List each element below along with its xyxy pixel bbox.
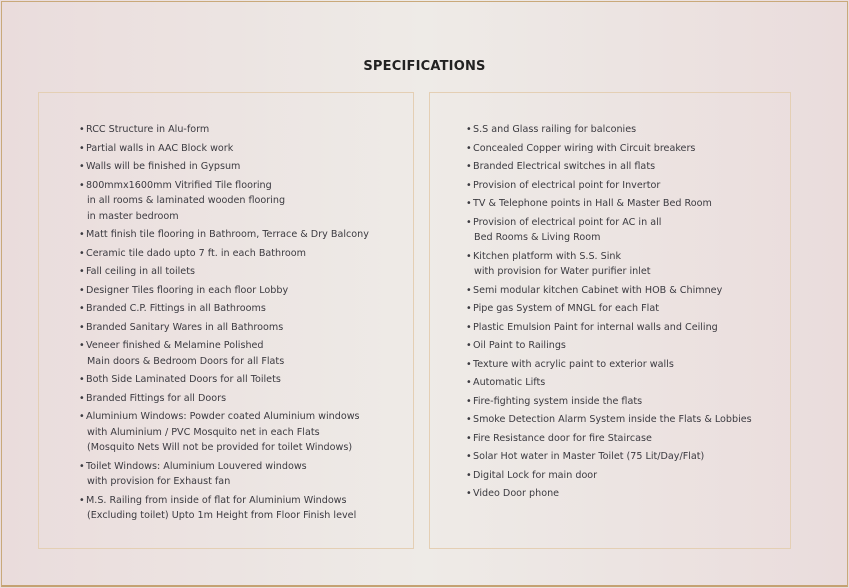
- bullet-icon: •: [466, 340, 472, 351]
- spec-item-text: Digital Lock for main door: [473, 469, 598, 481]
- spec-item: [79, 320, 369, 336]
- spec-item-text: Provision of electrical point for Invertor: [473, 179, 661, 191]
- spec-item: [79, 178, 369, 225]
- bullet-icon: •: [79, 229, 85, 240]
- spec-item: [466, 301, 752, 317]
- bullet-icon: •: [466, 321, 472, 333]
- spec-item-text: Fall ceiling in all toilets: [86, 266, 195, 277]
- spec-item-text: Plastic Emulsion Paint for internal walls and Ceiling: [473, 321, 718, 333]
- spec-item-text: with provision for Exhaust fan: [87, 476, 231, 487]
- bullet-icon: •: [79, 460, 85, 472]
- spec-item: [79, 493, 369, 524]
- spec-item-text: with Aluminium / PVC Mosquito net in each Flats: [87, 426, 320, 438]
- bullet-icon: •: [79, 124, 85, 135]
- spec-item: [79, 159, 369, 175]
- bullet-icon: •: [466, 395, 472, 407]
- spec-item-text: Ceramic tile dado upto 7 ft. in each Bathroom: [86, 247, 306, 259]
- spec-item: [466, 196, 752, 212]
- bullet-icon: •: [466, 469, 472, 481]
- bullet-icon: •: [466, 216, 472, 228]
- spec-item: [466, 357, 752, 373]
- bullet-icon: •: [466, 488, 472, 499]
- spec-item: [79, 283, 369, 299]
- bullet-icon: •: [79, 161, 85, 172]
- bullet-icon: •: [79, 284, 85, 296]
- bullet-icon: •: [466, 198, 472, 209]
- bullet-icon: •: [466, 451, 472, 462]
- bullet-icon: •: [79, 374, 85, 385]
- spec-item: [79, 409, 369, 456]
- spec-item-text: Solar Hot water in Master Toilet (75 Lit/Day/Flat): [473, 451, 705, 462]
- page-title: SPECIFICATIONS: [363, 59, 486, 74]
- bullet-icon: •: [466, 142, 472, 154]
- spec-item-text: Kitchen platform with S.S. Sink: [473, 250, 622, 262]
- spec-item: [79, 141, 369, 157]
- bullet-icon: •: [79, 179, 85, 191]
- spec-item: [79, 391, 369, 407]
- bullet-icon: •: [79, 411, 85, 422]
- specs-left-list: [79, 122, 369, 527]
- bullet-icon: •: [79, 247, 85, 259]
- spec-item-text: Veneer finished & Melamine Polished: [86, 340, 264, 351]
- spec-item-text: in master bedroom: [87, 210, 179, 222]
- spec-item: [79, 372, 369, 388]
- spec-item-text: Pipe gas System of MNGL for each Flat: [473, 303, 659, 314]
- spec-item-text: Both Side Laminated Doors for all Toilets: [86, 374, 281, 385]
- spec-item: [79, 264, 369, 280]
- bullet-icon: •: [79, 303, 85, 314]
- spec-item-text: Oil Paint to Railings: [473, 340, 566, 351]
- bullet-icon: •: [79, 266, 85, 277]
- spec-item: [466, 338, 752, 354]
- bullet-icon: •: [79, 321, 85, 333]
- bullet-icon: •: [79, 392, 85, 404]
- spec-item-text: M.S. Railing from inside of flat for Aluminium Windows: [86, 494, 347, 506]
- spec-item-text: Toilet Windows: Aluminium Louvered windows: [86, 460, 307, 472]
- spec-item: [466, 215, 752, 246]
- spec-item: [79, 246, 369, 262]
- bullet-icon: •: [466, 303, 472, 314]
- spec-item-text: Video Door phone: [473, 488, 560, 499]
- spec-item: [466, 394, 752, 410]
- spec-item-text: Aluminium Windows: Powder coated Aluminium windows: [86, 411, 360, 422]
- spec-item-text: Bed Rooms & Living Room: [474, 232, 601, 243]
- bullet-icon: •: [79, 142, 85, 154]
- spec-item: [466, 122, 752, 138]
- spec-item: [79, 122, 369, 138]
- spec-item-text: Designer Tiles flooring in each floor Lobby: [86, 284, 289, 296]
- bullet-icon: •: [466, 284, 472, 296]
- spec-item-text: RCC Structure in Alu-form: [86, 124, 210, 135]
- spec-item: [466, 412, 752, 428]
- specs-right-list: [466, 122, 752, 505]
- spec-item-text: with provision for Water purifier inlet: [474, 266, 651, 277]
- spec-item: [79, 459, 369, 490]
- spec-item: [466, 449, 752, 465]
- bullet-icon: •: [466, 161, 472, 172]
- spec-item-text: TV & Telephone points in Hall & Master Bed Room: [473, 198, 712, 209]
- spec-item-text: Texture with acrylic paint to exterior walls: [473, 358, 674, 370]
- spec-item-text: Fire Resistance door for fire Staircase: [473, 432, 652, 444]
- spec-item-text: Matt finish tile flooring in Bathroom, Terrace & Dry Balcony: [86, 229, 369, 240]
- spec-item-text: Branded Fittings for all Doors: [86, 392, 227, 404]
- spec-item: [466, 159, 752, 175]
- bullet-icon: •: [466, 124, 472, 135]
- bullet-icon: •: [79, 494, 85, 506]
- bullet-icon: •: [466, 432, 472, 444]
- spec-item-text: Branded C.P. Fittings in all Bathrooms: [86, 303, 266, 314]
- spec-item: [466, 141, 752, 157]
- spec-item: [466, 283, 752, 299]
- spec-item: [466, 468, 752, 484]
- spec-item: [466, 431, 752, 447]
- spec-item-text: Smoke Detection Alarm System inside the Flats & Lobbies: [473, 414, 752, 425]
- spec-item: [466, 375, 752, 391]
- spec-item: [79, 227, 369, 243]
- spec-item-text: Automatic Lifts: [473, 377, 546, 388]
- spec-item-text: Provision of electrical point for AC in all: [473, 216, 662, 228]
- spec-item: [79, 338, 369, 369]
- spec-item-text: Branded Sanitary Wares in all Bathrooms: [86, 321, 284, 333]
- bullet-icon: •: [466, 250, 472, 262]
- spec-item-text: Concealed Copper wiring with Circuit breakers: [473, 142, 696, 154]
- spec-item-text: Partial walls in AAC Block work: [86, 142, 234, 154]
- bullet-icon: •: [466, 377, 472, 388]
- spec-item-text: Fire-fighting system inside the flats: [473, 395, 643, 407]
- bullet-icon: •: [79, 340, 85, 351]
- bullet-icon: •: [466, 358, 472, 370]
- spec-item: [79, 301, 369, 317]
- spec-item-text: 800mmx1600mm Vitrified Tile flooring: [86, 179, 272, 191]
- bullet-icon: •: [466, 414, 472, 425]
- spec-item: [466, 249, 752, 280]
- spec-item-text: (Excluding toilet) Upto 1m Height from Floor Finish level: [87, 510, 357, 521]
- spec-item: [466, 178, 752, 194]
- spec-item-text: (Mosquito Nets Will not be provided for toilet Windows): [87, 442, 353, 453]
- spec-item-text: Main doors & Bedroom Doors for all Flats: [87, 355, 285, 367]
- spec-item-text: in all rooms & laminated wooden flooring: [87, 195, 286, 206]
- specs-left-panel: [38, 92, 414, 549]
- spec-item-text: Walls will be finished in Gypsum: [86, 161, 241, 172]
- spec-item-text: Semi modular kitchen Cabinet with HOB & Chimney: [473, 284, 723, 296]
- spec-item-text: S.S and Glass railing for balconies: [473, 124, 637, 135]
- spec-item: [466, 320, 752, 336]
- specs-right-panel: [429, 92, 791, 549]
- bullet-icon: •: [466, 179, 472, 191]
- spec-item-text: Branded Electrical switches in all flats: [473, 161, 656, 172]
- spec-item: [466, 486, 752, 502]
